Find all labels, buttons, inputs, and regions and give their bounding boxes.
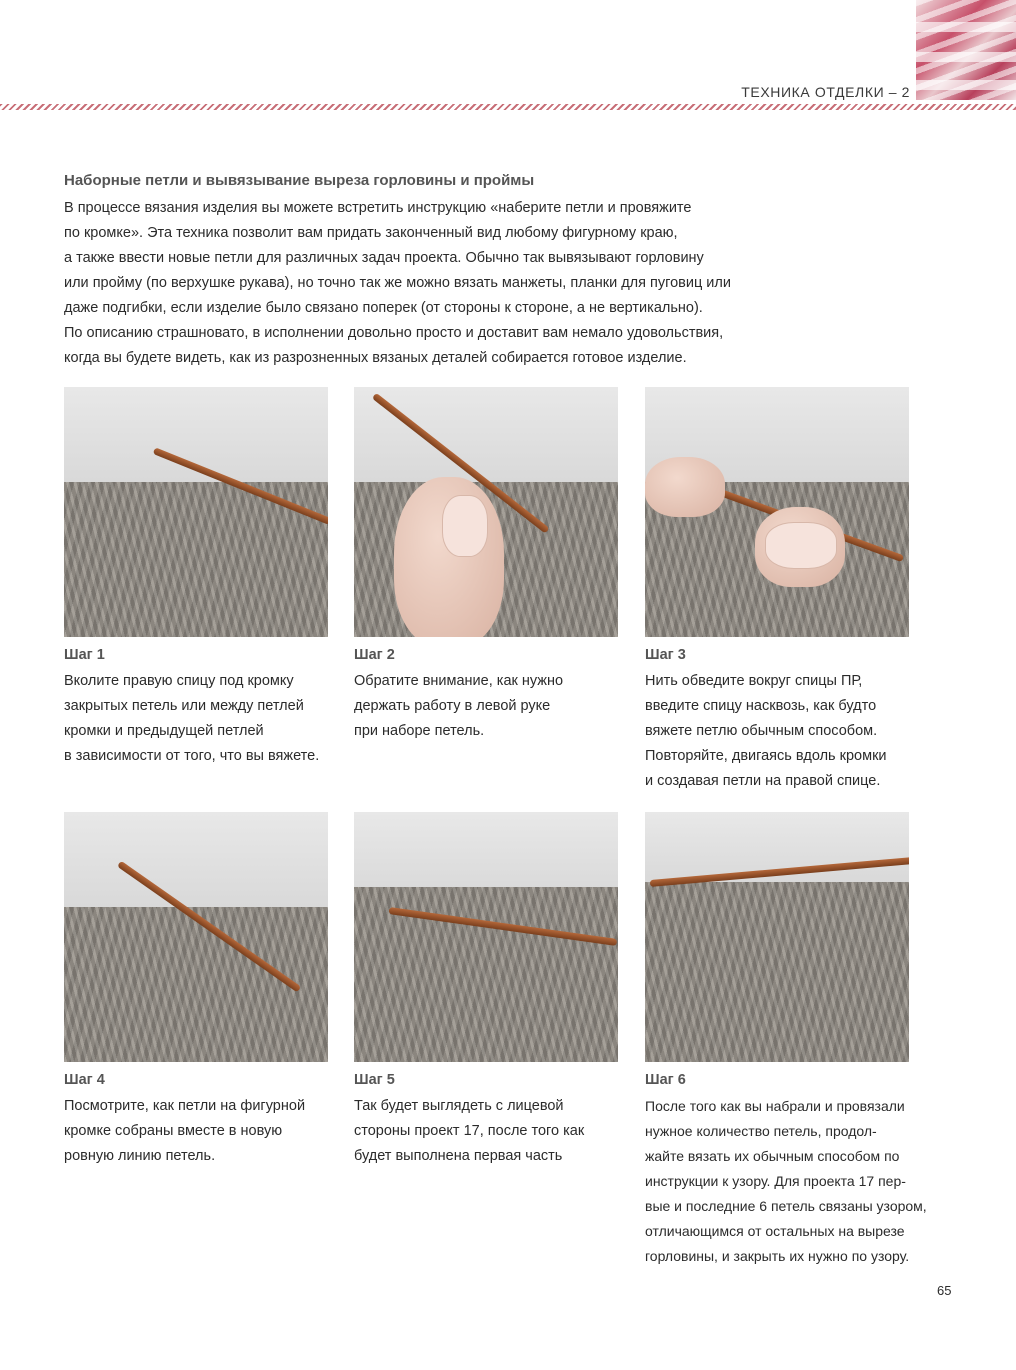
step-4-photo [64, 812, 328, 1062]
step-6-line: жайте вязать их обычным способом по [645, 1148, 900, 1164]
section-title: ТЕХНИКА ОТДЕЛКИ – 2 [741, 84, 910, 100]
step-5-label: Шаг 5 [354, 1072, 395, 1088]
step-3-line: введите спицу насквозь, как будто [645, 698, 877, 714]
step-6-line: отличающимся от остальных на вырезе [645, 1223, 905, 1239]
step-1-line: кромки и предыдущей петлей [64, 723, 264, 739]
step-1-line: закрытых петель или между петлей [64, 698, 304, 714]
step-6-line: инструкции к узору. Для проекта 17 пер- [645, 1173, 906, 1189]
step-1-label: Шаг 1 [64, 647, 105, 663]
step-1-text [64, 669, 334, 769]
step-5-photo [354, 812, 618, 1062]
header-decorative-rule [0, 104, 1016, 110]
step-1-photo [64, 387, 328, 637]
step-2-line: держать работу в левой руке [354, 698, 551, 714]
step-4-line: Посмотрите, как петли на фигурной [64, 1098, 306, 1114]
step-5-line: стороны проект 17, после того как [354, 1123, 585, 1139]
step-4-label: Шаг 4 [64, 1072, 105, 1088]
step-3-text [645, 669, 915, 794]
intro-line: даже подгибки, если изделие было связано поперек (от стороны к стороне, а не вертикально). [64, 300, 703, 316]
intro-heading: Наборные петли и вывязывание выреза горловины и проймы [64, 172, 535, 189]
step-5-line: Так будет выглядеть с лицевой [354, 1098, 564, 1114]
step-5-text [354, 1094, 624, 1169]
step-3-line: вяжете петлю обычным способом. [645, 723, 878, 739]
intro-line: По описанию страшновато, в исполнении довольно просто и доставит вам немало удовольствия, [64, 325, 724, 341]
step-2-text [354, 669, 624, 744]
header-corner-photo [916, 0, 1016, 100]
step-1-line: Вколите правую спицу под кромку [64, 673, 294, 689]
step-6-label: Шаг 6 [645, 1072, 686, 1088]
intro-paragraph [64, 196, 824, 371]
step-2-line: при наборе петель. [354, 723, 485, 739]
step-4-line: кромке собраны вместе в новую [64, 1123, 283, 1139]
page-number: 65 [937, 1283, 952, 1298]
step-6-text [645, 1094, 927, 1269]
step-6-line: После того как вы набрали и провязали [645, 1098, 905, 1114]
step-4-text [64, 1094, 334, 1169]
step-3-line: и создавая петли на правой спице. [645, 773, 881, 789]
step-3-line: Нить обведите вокруг спицы ПР, [645, 673, 863, 689]
step-2-line: Обратите внимание, как нужно [354, 673, 564, 689]
step-4-line: ровную линию петель. [64, 1148, 216, 1164]
step-5-line: будет выполнена первая часть [354, 1148, 563, 1164]
step-3-line: Повторяйте, двигаясь вдоль кромки [645, 748, 887, 764]
intro-line: В процессе вязания изделия вы можете встретить инструкцию «наберите петли и провяжите [64, 200, 692, 216]
step-1-line: в зависимости от того, что вы вяжете. [64, 748, 320, 764]
step-6-line: вые и последние 6 петель связаны узором, [645, 1198, 927, 1214]
intro-line: а также ввести новые петли для различных задач проекта. Обычно так вывязывают горловину [64, 250, 704, 266]
step-3-label: Шаг 3 [645, 647, 686, 663]
intro-line: или пройму (по верхушке рукава), но точно так же можно вязать манжеты, планки для пуговиц или [64, 275, 731, 291]
step-2-label: Шаг 2 [354, 647, 395, 663]
step-3-photo [645, 387, 909, 637]
step-6-line: нужное количество петель, продол- [645, 1123, 877, 1139]
intro-line: когда вы будете видеть, как из разрозненных вязаных деталей собирается готовое изделие. [64, 350, 687, 366]
intro-line: по кромке». Эта техника позволит вам придать законченный вид любому фигурному краю, [64, 225, 678, 241]
step-6-photo [645, 812, 909, 1062]
step-2-photo [354, 387, 618, 637]
step-6-line: горловины, и закрыть их нужно по узору. [645, 1248, 910, 1264]
